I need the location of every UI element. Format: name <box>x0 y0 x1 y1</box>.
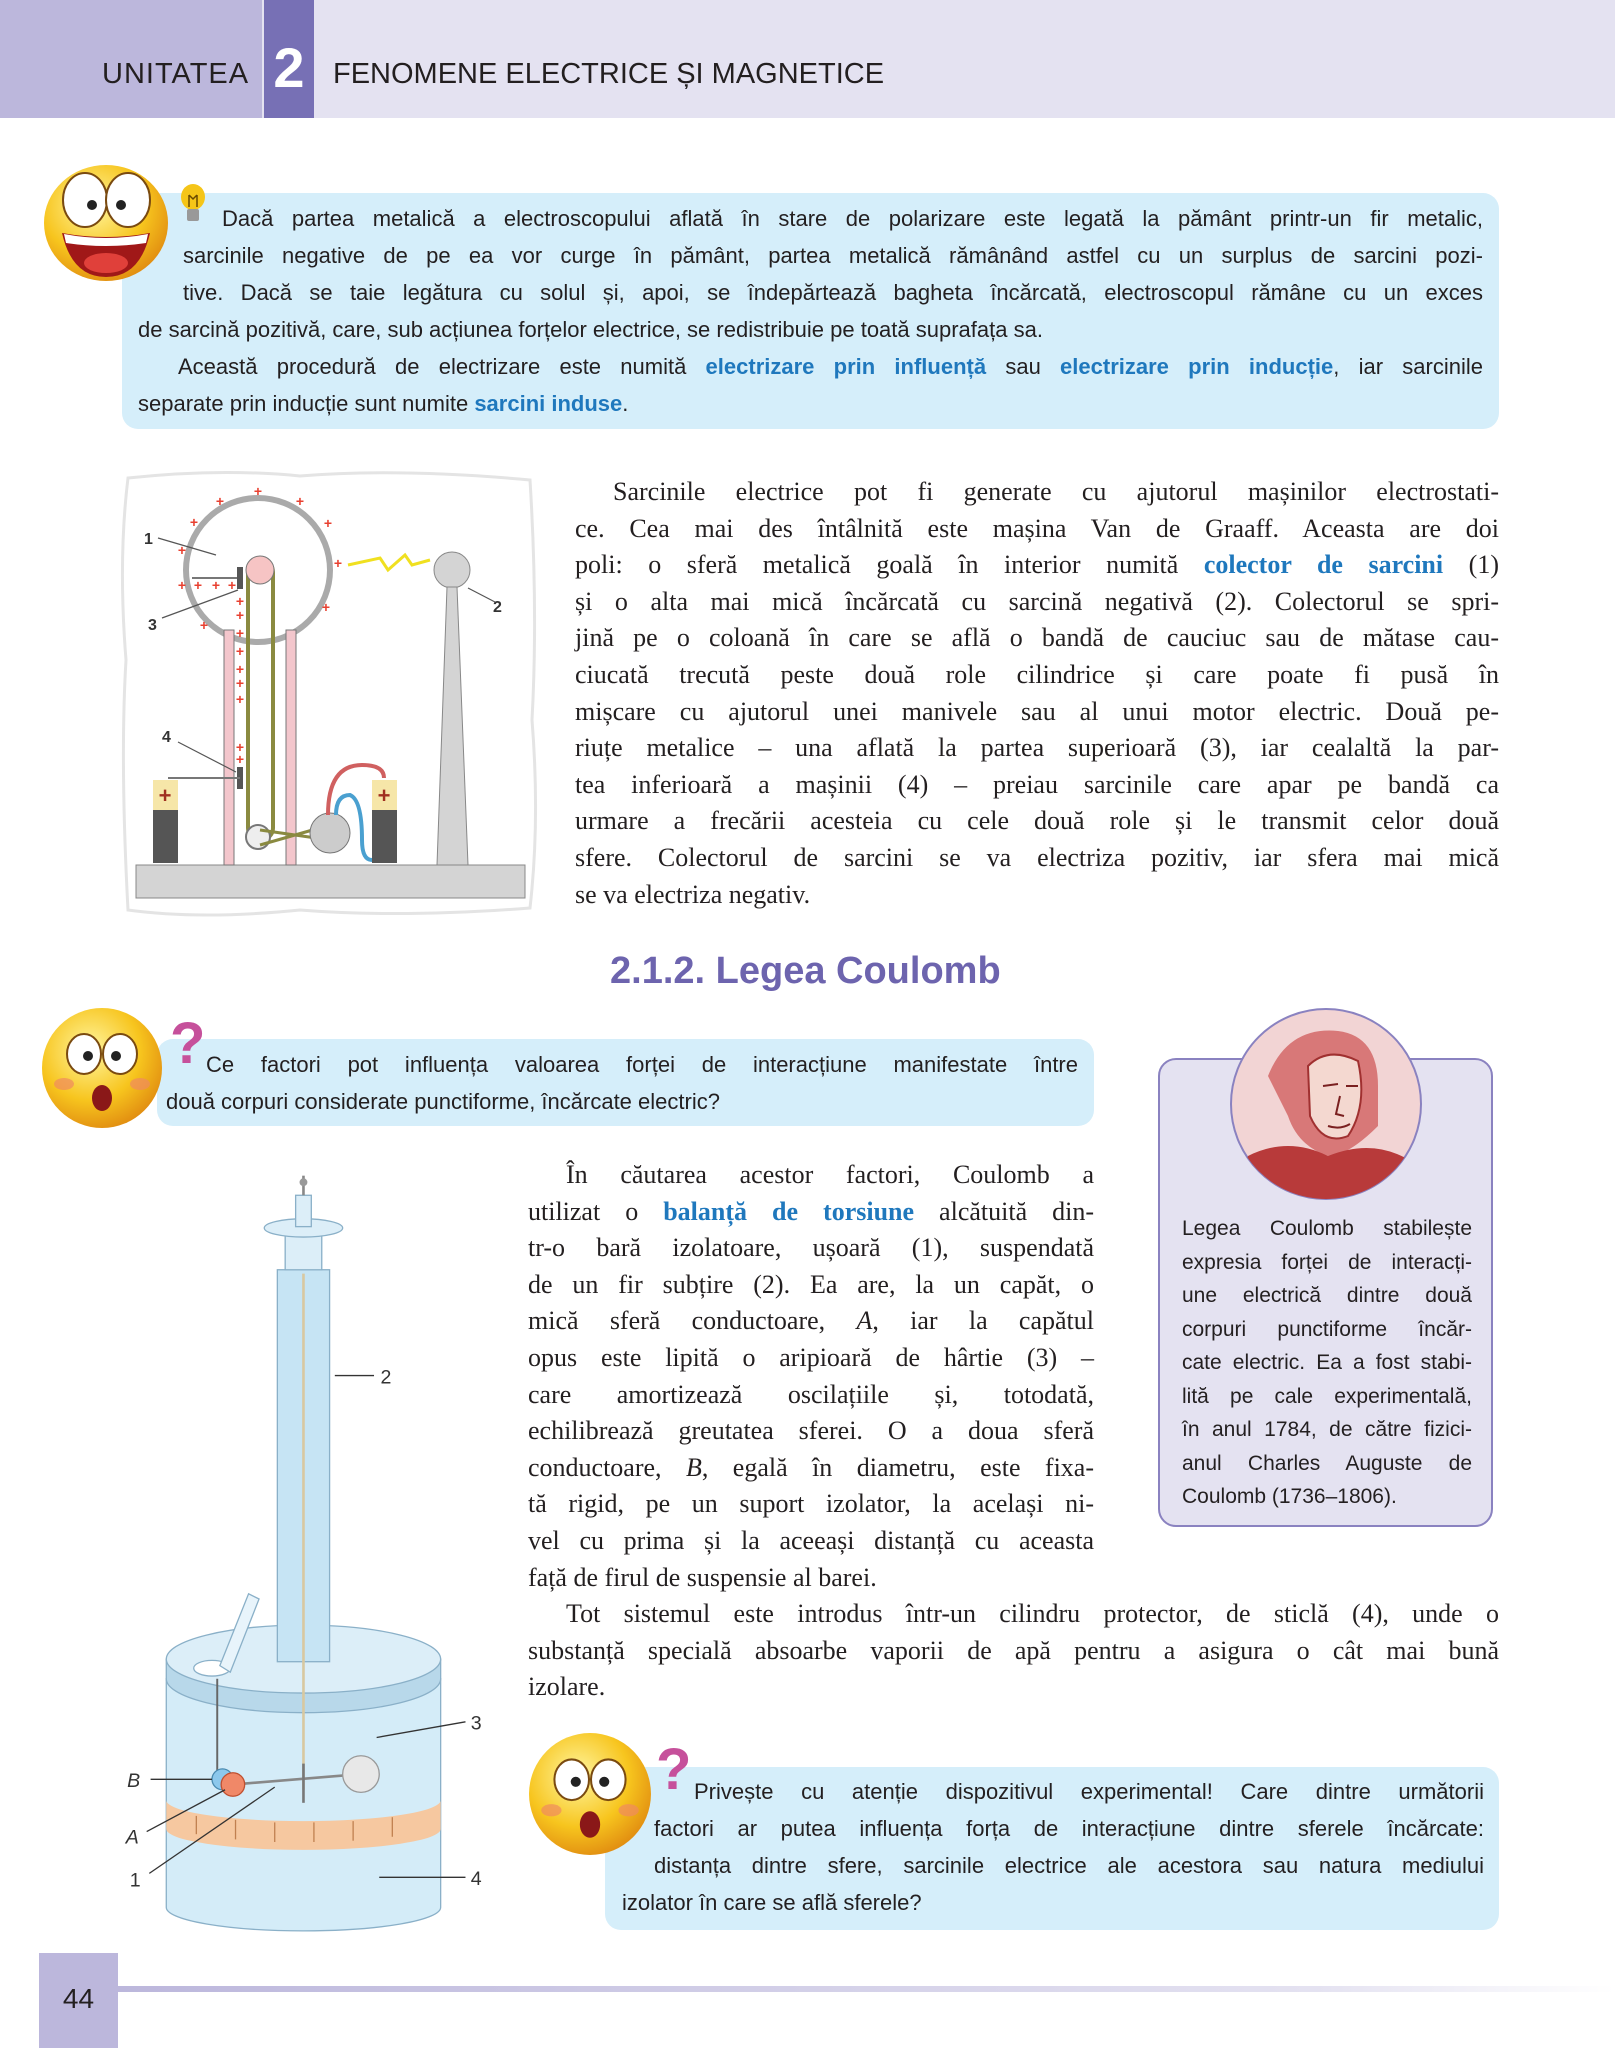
svg-text:+: + <box>235 661 245 677</box>
svg-text:+: + <box>235 625 245 641</box>
paragraph-line: și o alta mai mică încărcată cu sarcină negativă (2). Colectorul se spri- <box>575 586 1499 616</box>
question-mark-icon: ? <box>656 1737 692 1802</box>
tip-line: de sarcină pozitivă, care, sub acțiunea forțelor electrice, se redistribuie pe toată suprafața sa. <box>138 317 1043 342</box>
paragraph-line: izolare. <box>528 1672 606 1702</box>
unit-title: FENOMENE ELECTRICE ȘI MAGNETICE <box>333 58 885 90</box>
paragraph-line: față de firul de suspensie al barei. <box>528 1562 877 1592</box>
svg-text:+: + <box>235 593 245 609</box>
paragraph-line: care amortizează oscilațiile și, totodată, <box>528 1379 1094 1409</box>
question-line: factori ar putea influența forța de interacțiune dintre sferele încărcate: <box>654 1816 1484 1841</box>
term-colector-de-sarcini: colector de sarcini <box>1203 550 1444 580</box>
info-line: Legea Coulomb stabilește <box>1182 1217 1472 1240</box>
figure-label: A <box>125 1826 139 1849</box>
paragraph-line: sfere. Colectorul de sarcini se va electriza pozitiv, iar sfera mai mică <box>575 842 1499 872</box>
text: sau <box>986 354 1061 379</box>
info-line: Coulomb (1736–1806). <box>1182 1485 1397 1508</box>
figure-label: 2 <box>493 599 502 616</box>
question-text <box>166 1046 1078 1120</box>
svg-text:+: + <box>227 577 237 593</box>
svg-text:+: + <box>253 483 263 499</box>
paragraph-line: tr-o bară izolatoare, ușoară (1), suspendată <box>528 1233 1094 1263</box>
coulomb-info-text <box>1182 1212 1472 1514</box>
figure-label: 3 <box>470 1712 482 1735</box>
text: separate prin inducție sunt numite <box>138 391 475 416</box>
unit-label: UNITATEA <box>102 58 250 90</box>
paragraph-line: opus este lipită o aripioară de hârtie (3) – <box>528 1342 1094 1372</box>
info-line: cate electric. Ea a fost stabi- <box>1182 1351 1472 1374</box>
paragraph-line: de un fir subțire (2). Ea are, la un capăt, o <box>528 1269 1094 1299</box>
paragraph-line: vel cu prima și la aceeași distanță cu aceasta <box>528 1525 1094 1555</box>
svg-text:+: + <box>235 643 245 659</box>
paragraph-line: riuțe metalice – una aflată la partea superioară (3), iar cealaltă la par- <box>575 733 1499 763</box>
question-line: izolator în care se află sferele? <box>622 1890 922 1915</box>
text: conductoare, <box>528 1452 686 1482</box>
tip-text <box>138 200 1483 422</box>
svg-text:+: + <box>323 515 333 531</box>
section-heading: 2.1.2. Legea Coulomb <box>610 950 1001 992</box>
svg-text:+: + <box>193 577 203 593</box>
paragraph-line: Tot sistemul este introdus într-un cilindru protector, de sticlă (4), unde o <box>566 1599 1499 1628</box>
info-line: une electrică dintre două <box>1182 1284 1472 1307</box>
paragraph-line: ce. Cea mai des întâlnită este mașina Van de Graaff. Aceasta are doi <box>575 513 1499 543</box>
svg-text:+: + <box>235 691 245 707</box>
text: B <box>685 1452 702 1482</box>
system-paragraph <box>528 1596 1499 1706</box>
tip-line: sarcinile negative de pe ea vor curge în pământ, partea metalică rămânând astfel cu un surplus de sarcini pozi- <box>183 243 1483 268</box>
term-electrizare-prin-influenta: electrizare prin influență <box>705 354 987 379</box>
svg-text:+: + <box>211 577 221 593</box>
question-line: distanța dintre sfere, sarcinile electrice ale acestora sau natura mediului <box>654 1853 1484 1878</box>
text: , iar sarcinile <box>1333 354 1483 379</box>
page-number: 44 <box>39 1953 118 2048</box>
svg-text:+: + <box>177 577 187 593</box>
text: alcătuită din- <box>914 1196 1094 1226</box>
van-de-graaff-figure <box>100 460 560 940</box>
surprised-emoji-icon <box>40 1006 164 1130</box>
svg-text:+: + <box>235 739 245 755</box>
svg-text:+: + <box>215 493 225 509</box>
tip-line: tive. Dacă se taie legătura cu solul și, apoi, se îndepărtează bagheta încărcată, electroscopul rămâne cu un exces <box>183 280 1483 305</box>
text: poli: o sferă metalică goală în interior numită <box>575 550 1204 580</box>
text: . <box>622 391 629 416</box>
term-sarcini-induse: sarcini induse <box>474 391 623 416</box>
text: A <box>856 1306 873 1336</box>
info-line: anul Charles Auguste de <box>1182 1451 1472 1475</box>
svg-text:+: + <box>199 617 209 633</box>
svg-text:+: + <box>177 542 187 558</box>
torsion-balance-figure <box>110 1160 510 1940</box>
text: , egală în diametru, este fixa- <box>701 1452 1095 1482</box>
question-text <box>622 1773 1484 1921</box>
question-line: două corpuri considerate punctiforme, încărcate electric? <box>166 1089 720 1114</box>
text: utilizat o <box>528 1196 664 1226</box>
figure-label: 1 <box>144 531 153 548</box>
footer-divider <box>118 1986 1615 1992</box>
paragraph-line: Sarcinile electrice pot fi generate cu ajutorul mașinilor electrostati- <box>613 477 1499 506</box>
text: Această procedură de electrizare este numită <box>178 354 706 379</box>
paragraph-line: tea inferioară a mașinii (4) – preiau sarcinile care apar pe bandă ca <box>575 769 1499 799</box>
figure-label: 1 <box>129 1869 141 1892</box>
figure-label: 3 <box>148 617 157 634</box>
svg-text:+: + <box>189 514 199 530</box>
figure-label: 2 <box>380 1366 392 1389</box>
paragraph-line: tă rigid, pe un suport izolator, la același ni- <box>528 1489 1094 1519</box>
tip-line: Dacă partea metalică a electroscopului aflată în stare de polarizare este legată la pământ printr-un fir metalic, <box>222 206 1483 231</box>
text: , iar la capătul <box>872 1306 1094 1336</box>
paragraph-line: ciucată trecută peste două role cilindrice și care poate fi pusă în <box>575 659 1499 689</box>
figure-label: 4 <box>162 729 171 746</box>
figure-label: 4 <box>470 1868 482 1891</box>
question-line: Ce factori pot influența valoarea forței de interacțiune manifestate între <box>206 1052 1078 1077</box>
tip-line <box>138 385 1483 422</box>
svg-text:+: + <box>377 783 391 808</box>
svg-text:+: + <box>321 599 331 615</box>
paragraph-line <box>575 547 1499 584</box>
paragraph-line <box>528 1303 1094 1340</box>
svg-text:+: + <box>235 607 245 623</box>
paragraph-line: jină pe o coloană în care se află o bandă de cauciuc sau de mătase cau- <box>575 623 1499 653</box>
svg-text:+: + <box>333 555 343 571</box>
paragraph-line: mișcare cu ajutorul unei manivele sau al unui motor electric. Două pe- <box>575 696 1499 726</box>
info-line: expresia forței de interacți- <box>1182 1250 1472 1274</box>
text: (1) <box>1443 550 1499 580</box>
paragraph-line <box>528 1194 1094 1231</box>
svg-text:+: + <box>295 493 305 509</box>
svg-text:+: + <box>158 783 172 808</box>
paragraph-line: se va electriza negativ. <box>575 879 811 909</box>
paragraph-line: substanță specială absoarbe vaporii de apă pentru a asigura o cât mai bună <box>528 1635 1499 1665</box>
unit-number: 2 <box>264 0 314 118</box>
info-line: în anul 1784, de către fizici- <box>1182 1418 1472 1441</box>
paragraph-line <box>528 1450 1094 1487</box>
coulomb-paragraph <box>528 1157 1094 1596</box>
svg-text:+: + <box>235 675 245 691</box>
svg-text:+: + <box>235 751 245 767</box>
tip-line <box>178 348 1483 385</box>
term-electrizare-prin-inductie: electrizare prin inducție <box>1060 354 1334 379</box>
figure-label: B <box>127 1770 141 1793</box>
info-line: corpuri punctiforme încăr- <box>1182 1317 1472 1341</box>
text: mică sferă conductoare, <box>528 1306 857 1336</box>
question-mark-icon: ? <box>170 1011 206 1076</box>
paragraph-line: echilibrează greutatea sferei. O a doua sferă <box>528 1416 1094 1446</box>
term-balanta-de-torsiune: balanță de torsiune <box>663 1196 915 1226</box>
paragraph-line: În căutarea acestor factori, Coulomb a <box>566 1160 1094 1189</box>
coulomb-portrait <box>1228 1006 1424 1202</box>
question-line: Privește cu atenție dispozitivul experimental! Care dintre următorii <box>694 1779 1484 1804</box>
van-de-graaff-paragraph <box>575 474 1499 913</box>
info-line: lită pe cale experimentală, <box>1182 1384 1472 1408</box>
paragraph-line: urmare a frecării acesteia cu cele două role și le transmit celor două <box>575 806 1499 836</box>
